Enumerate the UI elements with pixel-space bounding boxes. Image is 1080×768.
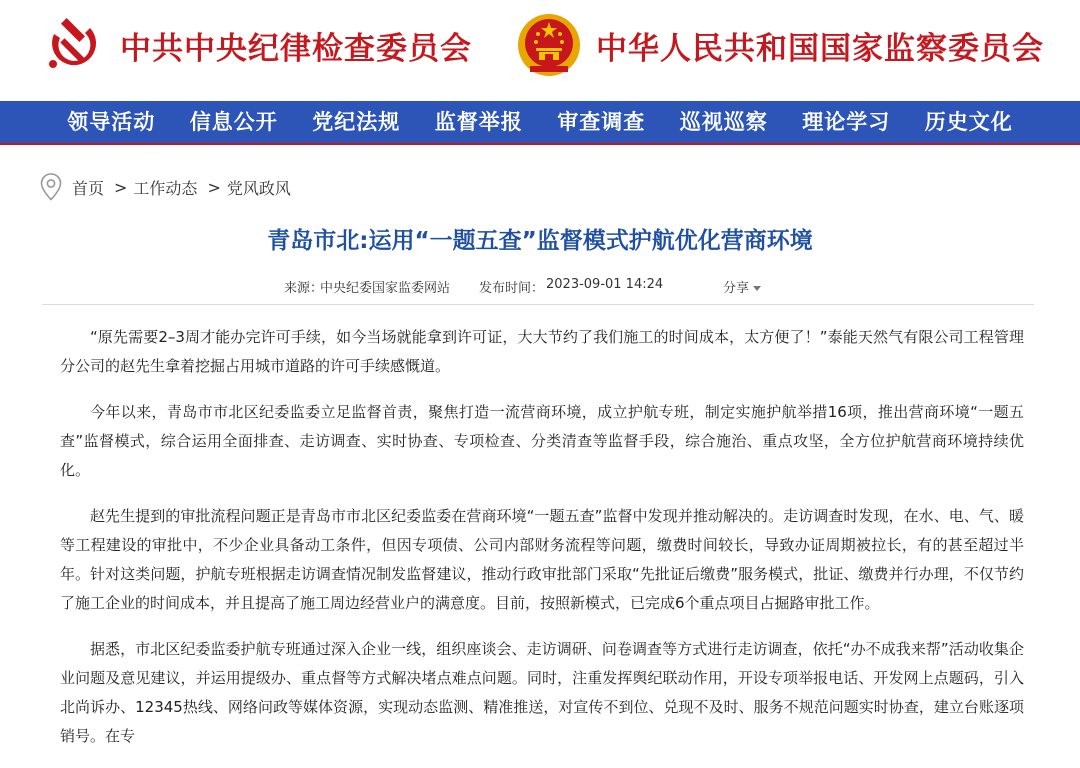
site-header: [0, 0, 1080, 101]
location-pin-icon: [40, 173, 62, 201]
nav-accent-line: [0, 143, 1080, 145]
chevron-down-icon: [753, 286, 761, 291]
breadcrumb-separator: >: [114, 177, 128, 197]
nsc-brand[interactable]: [516, 12, 1044, 78]
article-paragraph: 据悉，市北区纪委监委护航专班通过深入企业一线，组织座谈会、走访调研、问卷调查等方式进行走访调查，依托“办不成我来帮”活动收集企业问题及意见建议，并运用提级办、重点督等方式解决堵点难点问题。同时，注重发挥舆纪联动作用，开设专项举报电话、开发网上点题码，引入北尚诉办、12345热线、网络问政等媒体资源，实现动态监测、精准推送，对宣传不到位、兑现不及时、服务不规范问题实时协查，建立台账逐项销号。在专: [60, 640, 1024, 745]
national-emblem-icon: [516, 12, 582, 78]
nav-item-leadership[interactable]: 领导活动: [67, 109, 156, 134]
time-label: 发布时间：: [479, 281, 545, 296]
nav-item-information[interactable]: 信息公开: [189, 109, 278, 134]
nav-item-theory[interactable]: 理论学习: [802, 109, 891, 134]
nav-item-history[interactable]: 历史文化: [924, 109, 1013, 134]
nsc-title: 中华人民共和国国家监察委员会: [596, 30, 1044, 67]
article-title: 青岛市北:运用“一题五查”监督模式护航优化营商环境: [267, 228, 813, 254]
main-nav: [0, 101, 1080, 143]
nav-item-regulations[interactable]: 党纪法规: [312, 109, 401, 134]
breadcrumb: [40, 172, 291, 202]
article-body: [60, 323, 1024, 768]
breadcrumb-conduct[interactable]: 党风政风: [226, 178, 291, 198]
share-label: 分享: [723, 281, 750, 296]
divider: [42, 304, 1034, 305]
ccdi-brand[interactable]: [40, 12, 472, 78]
breadcrumb-separator: >: [207, 177, 221, 197]
nav-item-investigation[interactable]: 审查调查: [557, 109, 646, 134]
nav-item-inspection[interactable]: 巡视巡察: [679, 109, 768, 134]
source-value: 中央纪委国家监委网站: [320, 281, 451, 296]
breadcrumb-home[interactable]: 首页: [72, 178, 105, 198]
publish-time: 2023-09-01 14:24: [546, 277, 664, 292]
ccdi-title: 中共中央纪律检查委员会: [120, 30, 472, 67]
source-label: 来源：: [284, 281, 324, 296]
article-paragraph: 赵先生提到的审批流程问题正是青岛市市北区纪委监委在营商环境“一题五查”监督中发现并推动解决的。走访调查时发现，在水、电、气、暖等工程建设的审批中，不少企业具备动工条件，但因专项债、公司内部财务流程等问题，缴费时间较长，导致办证周期被拉长，有的甚至超过半年。针对这类问题，护航专班根据走访调查情况制发监督建议，推动行政审批部门采取“先批证后缴费”服务模式，批证、缴费并行办理，不仅节约了施工企业的时间成本，并且提高了施工周边经营业户的满意度。目前，按照新模式，已完成6个重点项目占掘路审批工作。: [60, 507, 1024, 612]
breadcrumb-work-news[interactable]: 工作动态: [133, 178, 198, 198]
nav-item-report[interactable]: 监督举报: [434, 109, 523, 134]
article-paragraph: “原先需要2–3周才能办完许可手续，如今当场就能拿到许可证，大大节约了我们施工的时间成本，太方便了！”泰能天然气有限公司工程管理分公司的赵先生拿着挖掘占用城市道路的许可手续感慨道。: [60, 328, 1024, 375]
party-emblem-icon: [40, 12, 106, 78]
article-paragraph: 今年以来，青岛市市北区纪委监委立足监督首责，聚焦打造一流营商环境，成立护航专班，制定实施护航举措16项，推出营商环境“一题五查”监督模式，综合运用全面排查、走访调查、实时协查、专项检查、分类清查等监督手段，综合施治、重点攻坚，全方位护航营商环境持续优化。: [60, 403, 1024, 479]
share-button[interactable]: [723, 277, 761, 296]
